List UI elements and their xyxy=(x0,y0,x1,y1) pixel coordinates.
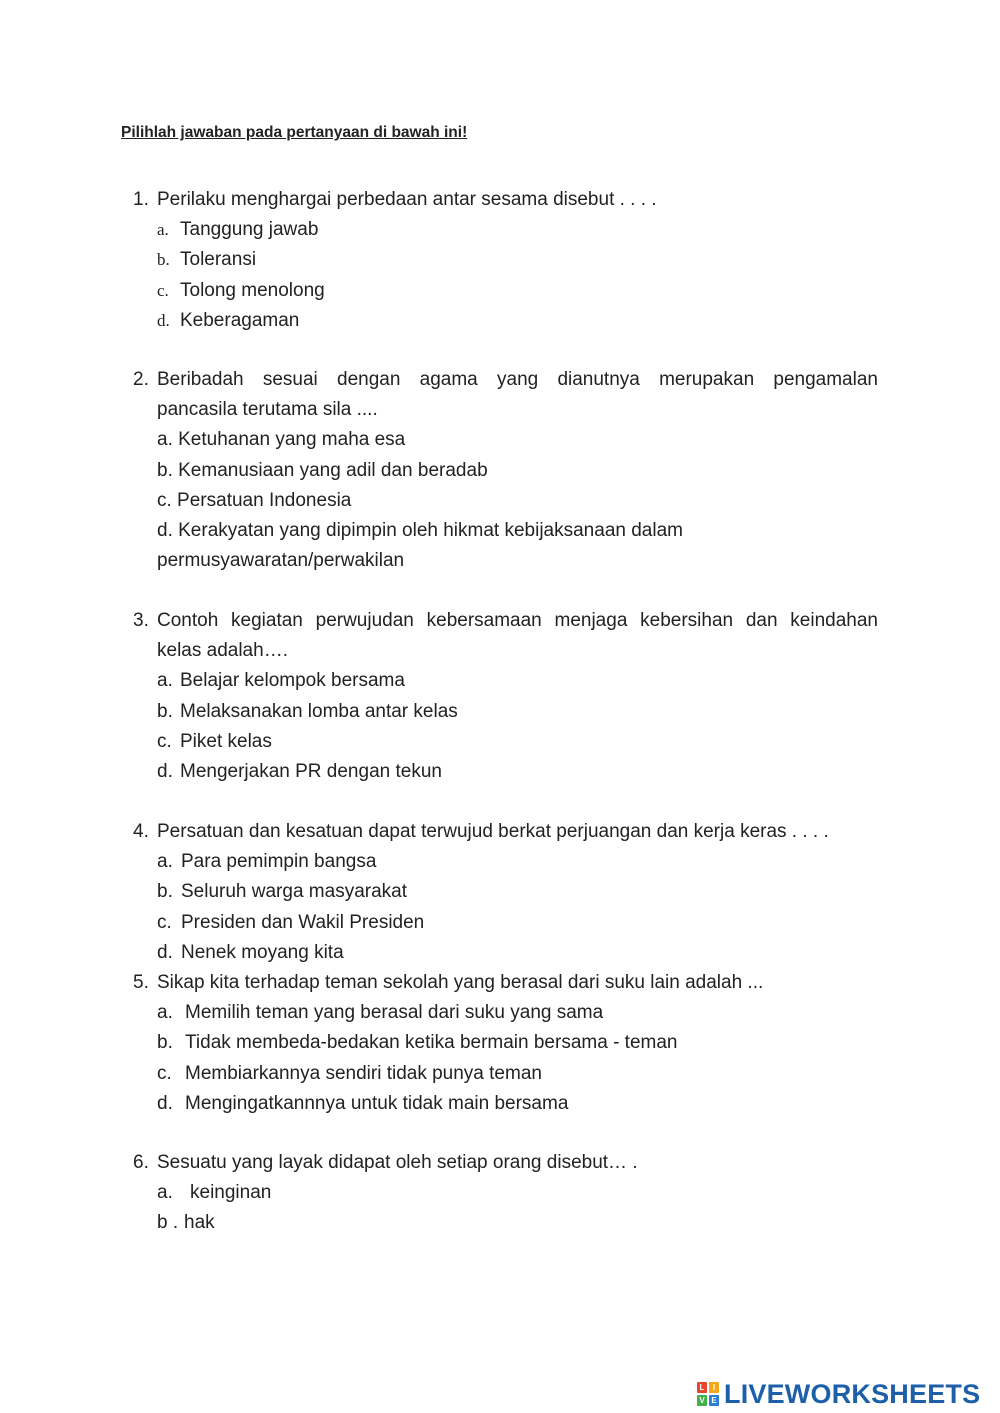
option-text: d. Kerakyatan yang dipimpin oleh hikmat kebijaksanaan dalam xyxy=(157,519,683,541)
word: dan xyxy=(745,610,778,631)
question-number: 5. xyxy=(133,972,149,993)
word: yang xyxy=(497,369,539,390)
option-a[interactable] xyxy=(0,998,1000,1028)
question-5 xyxy=(0,968,1000,1119)
option-text: Tolong menolong xyxy=(180,279,325,301)
option-letter: a. xyxy=(157,851,173,873)
option-letter: c. xyxy=(157,280,169,300)
word: Contoh xyxy=(157,610,219,631)
option-letter: b. xyxy=(157,250,170,270)
option-text: b. Kemanusiaan yang adil dan beradab xyxy=(157,459,488,481)
option-text: hak xyxy=(184,1212,215,1234)
option-letter: a. xyxy=(157,220,169,240)
option-c[interactable] xyxy=(0,1059,1000,1089)
question-text-line-1 xyxy=(157,606,878,636)
option-text: Tidak membeda-bedakan ketika bermain bersama - teman xyxy=(185,1032,678,1054)
question-1 xyxy=(0,185,1000,336)
option-letter: d. xyxy=(157,760,173,782)
logo-text: LIVEWORKSHEETS xyxy=(724,1378,981,1409)
option-text: Toleransi xyxy=(180,249,257,271)
option-d[interactable] xyxy=(0,757,1000,787)
option-d[interactable] xyxy=(0,516,1000,546)
option-b[interactable] xyxy=(0,877,1000,907)
option-text-continuation: permusyawaratan/perwakilan xyxy=(157,550,405,572)
option-text: keinginan xyxy=(190,1182,272,1204)
option-text: Mengingatkannnya untuk tidak main bersama xyxy=(185,1092,569,1114)
option-letter: c. xyxy=(157,911,172,933)
word: perwujudan xyxy=(315,610,414,631)
option-letter: d. xyxy=(157,1092,173,1114)
question-2 xyxy=(0,365,1000,576)
word: Beribadah xyxy=(157,369,244,390)
logo-mark-icon xyxy=(697,1382,719,1406)
logo-mark-letter: E xyxy=(709,1395,719,1406)
question-text: Sikap kita terhadap teman sekolah yang berasal dari suku lain adalah ... xyxy=(157,972,764,993)
option-text: Melaksanakan lomba antar kelas xyxy=(180,700,458,722)
option-c[interactable] xyxy=(0,486,1000,516)
option-b[interactable] xyxy=(0,456,1000,486)
option-letter: b. xyxy=(157,700,173,722)
option-text: Presiden dan Wakil Presiden xyxy=(181,911,425,933)
option-b[interactable] xyxy=(0,697,1000,727)
logo-mark-letter: L xyxy=(697,1382,707,1393)
question-text-line-2: pancasila terutama sila .... xyxy=(157,399,378,421)
option-text: Para pemimpin bangsa xyxy=(181,851,377,873)
option-text: Belajar kelompok bersama xyxy=(180,670,405,692)
option-letter: b . xyxy=(157,1212,179,1234)
option-text: Membiarkannya sendiri tidak punya teman xyxy=(185,1062,542,1084)
option-letter: d. xyxy=(157,941,173,963)
option-d[interactable] xyxy=(0,1089,1000,1119)
logo-mark-letter: V xyxy=(697,1395,707,1406)
option-text: c. Persatuan Indonesia xyxy=(157,489,352,511)
question-number: 2. xyxy=(133,369,149,390)
option-text: Piket kelas xyxy=(180,730,272,752)
option-a[interactable] xyxy=(0,666,1000,696)
question-number: 3. xyxy=(133,610,149,631)
option-c[interactable] xyxy=(0,727,1000,757)
question-6 xyxy=(0,1148,1000,1239)
question-text-line-2: kelas adalah…. xyxy=(157,640,288,662)
question-4 xyxy=(0,817,1000,968)
word: menjaga xyxy=(554,610,628,631)
logo-mark-letter: I xyxy=(709,1382,719,1393)
justified-line xyxy=(157,606,878,636)
option-text: Mengerjakan PR dengan tekun xyxy=(180,760,442,782)
word: kegiatan xyxy=(231,610,303,631)
option-text: Tanggung jawab xyxy=(180,219,319,241)
option-letter: a. xyxy=(157,1182,173,1204)
question-number: 4. xyxy=(133,821,149,842)
word: pengamalan xyxy=(773,369,878,390)
question-number: 1. xyxy=(133,189,149,210)
option-a[interactable] xyxy=(0,215,1000,245)
justified-line xyxy=(157,365,878,395)
word: keindahan xyxy=(790,610,878,631)
option-d-continuation xyxy=(0,546,1000,576)
option-text: Seluruh warga masyarakat xyxy=(181,881,407,903)
option-d[interactable] xyxy=(0,306,1000,336)
option-text: a. Ketuhanan yang maha esa xyxy=(157,429,406,451)
question-3 xyxy=(0,606,1000,787)
option-text: Memilih teman yang berasal dari suku yang sama xyxy=(185,1002,604,1024)
option-letter: b. xyxy=(157,881,173,903)
option-b[interactable] xyxy=(0,1208,1000,1238)
liveworksheets-logo[interactable] xyxy=(697,1378,980,1410)
instruction-heading: Pilihlah jawaban pada pertanyaan di bawah ini! xyxy=(121,124,468,141)
question-number: 6. xyxy=(133,1152,149,1173)
option-text: Nenek moyang kita xyxy=(181,941,344,963)
option-letter: c. xyxy=(157,730,172,752)
option-letter: b. xyxy=(157,1032,173,1054)
option-letter: a. xyxy=(157,1002,173,1024)
question-text-line-1 xyxy=(157,365,878,395)
word: agama xyxy=(419,369,478,390)
option-letter: a. xyxy=(157,670,173,692)
option-text: Keberagaman xyxy=(180,309,300,331)
option-letter: d. xyxy=(157,310,170,330)
option-d[interactable] xyxy=(0,938,1000,968)
word: kebersihan xyxy=(640,610,734,631)
question-text: Persatuan dan kesatuan dapat terwujud berkat perjuangan dan kerja keras . . . . xyxy=(157,821,829,842)
option-c[interactable] xyxy=(0,908,1000,938)
option-a[interactable] xyxy=(0,1178,1000,1208)
word: kebersamaan xyxy=(426,610,542,631)
question-text: Sesuatu yang layak didapat oleh setiap orang disebut… . xyxy=(157,1152,638,1173)
option-b[interactable] xyxy=(0,1028,1000,1058)
option-c[interactable] xyxy=(0,276,1000,306)
question-text: Perilaku menghargai perbedaan antar sesama disebut . . . . xyxy=(157,189,657,210)
option-letter: c. xyxy=(157,1062,172,1084)
word: dengan xyxy=(337,369,401,390)
option-a[interactable] xyxy=(0,847,1000,877)
word: dianutnya xyxy=(557,369,640,390)
word: merupakan xyxy=(659,369,755,390)
word: sesuai xyxy=(262,369,318,390)
option-a[interactable] xyxy=(0,425,1000,455)
option-b[interactable] xyxy=(0,245,1000,275)
